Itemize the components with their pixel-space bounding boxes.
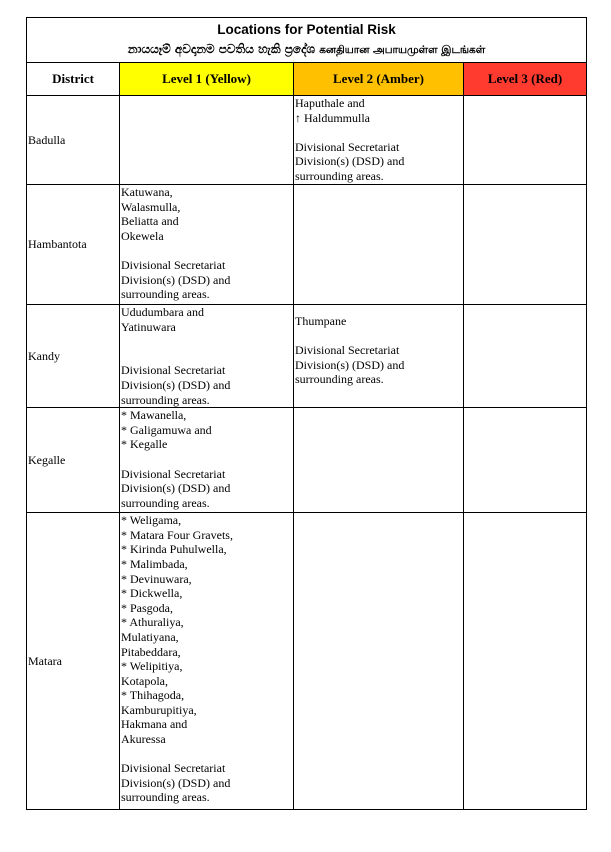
location-line: * Matara Four Gravets,	[121, 527, 233, 542]
level-3-cell	[464, 185, 587, 305]
location-line: Division(s) (DSD) and	[121, 272, 231, 287]
location-line: * Kegalle	[121, 437, 168, 452]
location-line: Ududumbara and	[121, 305, 204, 319]
location-line: Division(s) (DSD) and	[295, 357, 405, 372]
location-line: Divisional Secretariat	[121, 363, 226, 378]
header-level-1: Level 1 (Yellow)	[120, 63, 294, 96]
level-3-cell	[464, 408, 587, 513]
table-body	[27, 96, 587, 810]
location-line: * Devinuwara,	[121, 571, 192, 586]
table-row	[27, 305, 587, 408]
risk-locations-table	[26, 17, 587, 810]
location-line: * Weligama,	[121, 513, 182, 528]
blank-line	[121, 349, 293, 364]
location-line: surrounding areas.	[121, 287, 210, 302]
title-cell	[27, 18, 587, 63]
location-line: * Kirinda Puhulwella,	[121, 542, 227, 557]
level-1-cell	[120, 185, 294, 305]
location-line: * Mawanella,	[121, 408, 187, 423]
location-line: Akuressa	[121, 732, 166, 747]
header-district: District	[27, 63, 120, 96]
level-3-cell	[464, 96, 587, 185]
location-line: * Thihagoda,	[121, 688, 185, 703]
location-line: Divisional Secretariat	[121, 761, 226, 776]
location-line: * Galigamuwa and	[121, 422, 212, 437]
location-line: * Athuraliya,	[121, 615, 184, 630]
location-line: * Dickwella,	[121, 586, 183, 601]
blank-line	[121, 243, 293, 258]
location-line: Kamburupitiya,	[121, 702, 197, 717]
location-line: Division(s) (DSD) and	[121, 481, 231, 496]
location-line: Thumpane	[295, 314, 347, 328]
location-line: Pitabeddara,	[121, 644, 181, 659]
location-line: surrounding areas.	[295, 168, 384, 183]
location-line: * Pasgoda,	[121, 600, 173, 615]
table-row	[27, 96, 587, 185]
location-line: surrounding areas.	[121, 392, 210, 407]
subtitle-sinhala: නායයෑම් අවදානම පවතිය හැකි ප්‍රදේශ	[127, 42, 316, 56]
location-line: Divisional Secretariat	[295, 139, 400, 154]
location-line: * Welipitiya,	[121, 659, 183, 674]
location-line: Divisional Secretariat	[295, 343, 400, 358]
table-row	[27, 513, 587, 810]
level-1-cell	[120, 96, 294, 185]
blank-line	[121, 452, 293, 467]
location-line: Walasmulla,	[121, 199, 181, 214]
table-title: Locations for Potential Risk	[217, 22, 396, 37]
level-3-cell	[464, 513, 587, 810]
level-3-cell	[464, 305, 587, 408]
table-row	[27, 185, 587, 305]
location-line: Division(s) (DSD) and	[121, 775, 231, 790]
level-1-cell	[120, 408, 294, 513]
district-cell: Matara	[27, 513, 120, 810]
header-level-2: Level 2 (Amber)	[294, 63, 464, 96]
blank-line	[295, 329, 463, 344]
level-2-cell	[294, 185, 464, 305]
location-line: Kotapola,	[121, 673, 168, 688]
location-line: surrounding areas.	[121, 790, 210, 805]
level-2-cell	[294, 96, 464, 185]
district-cell: Kegalle	[27, 408, 120, 513]
location-line: Mulatiyana,	[121, 629, 179, 644]
location-line: Yatinuwara	[121, 319, 176, 334]
level-1-cell	[120, 305, 294, 408]
location-line: Okewela	[121, 228, 164, 243]
subtitle-tamil: கனதியான அபாயமுள்ள இடங்கள்	[319, 44, 486, 56]
table-row	[27, 408, 587, 513]
location-line: Divisional Secretariat	[121, 257, 226, 272]
blank-line	[295, 125, 463, 140]
header-row	[27, 63, 587, 96]
table-subtitle	[27, 39, 586, 60]
level-1-cell	[120, 513, 294, 810]
location-line: Divisional Secretariat	[121, 466, 226, 481]
location-line: Hakmana and	[121, 717, 188, 732]
district-cell: Hambantota	[27, 185, 120, 305]
district-cell: Kandy	[27, 305, 120, 408]
header-level-3: Level 3 (Red)	[464, 63, 587, 96]
blank-line	[121, 334, 293, 349]
location-line: surrounding areas.	[295, 372, 384, 387]
blank-line	[121, 747, 293, 762]
title-row	[27, 18, 587, 63]
location-line: Division(s) (DSD) and	[121, 377, 231, 392]
location-line: Haputhale and	[295, 96, 365, 110]
location-line: surrounding areas.	[121, 495, 210, 510]
location-line: Beliatta and	[121, 214, 179, 229]
risk-locations-sheet	[26, 17, 586, 810]
location-line: Division(s) (DSD) and	[295, 154, 405, 169]
location-line: Katuwana,	[121, 185, 173, 199]
level-2-cell	[294, 408, 464, 513]
level-2-cell	[294, 513, 464, 810]
district-cell: Badulla	[27, 96, 120, 185]
level-2-cell	[294, 305, 464, 408]
location-line: ↑ Haldummulla	[295, 110, 370, 125]
location-line: * Malimbada,	[121, 556, 188, 571]
